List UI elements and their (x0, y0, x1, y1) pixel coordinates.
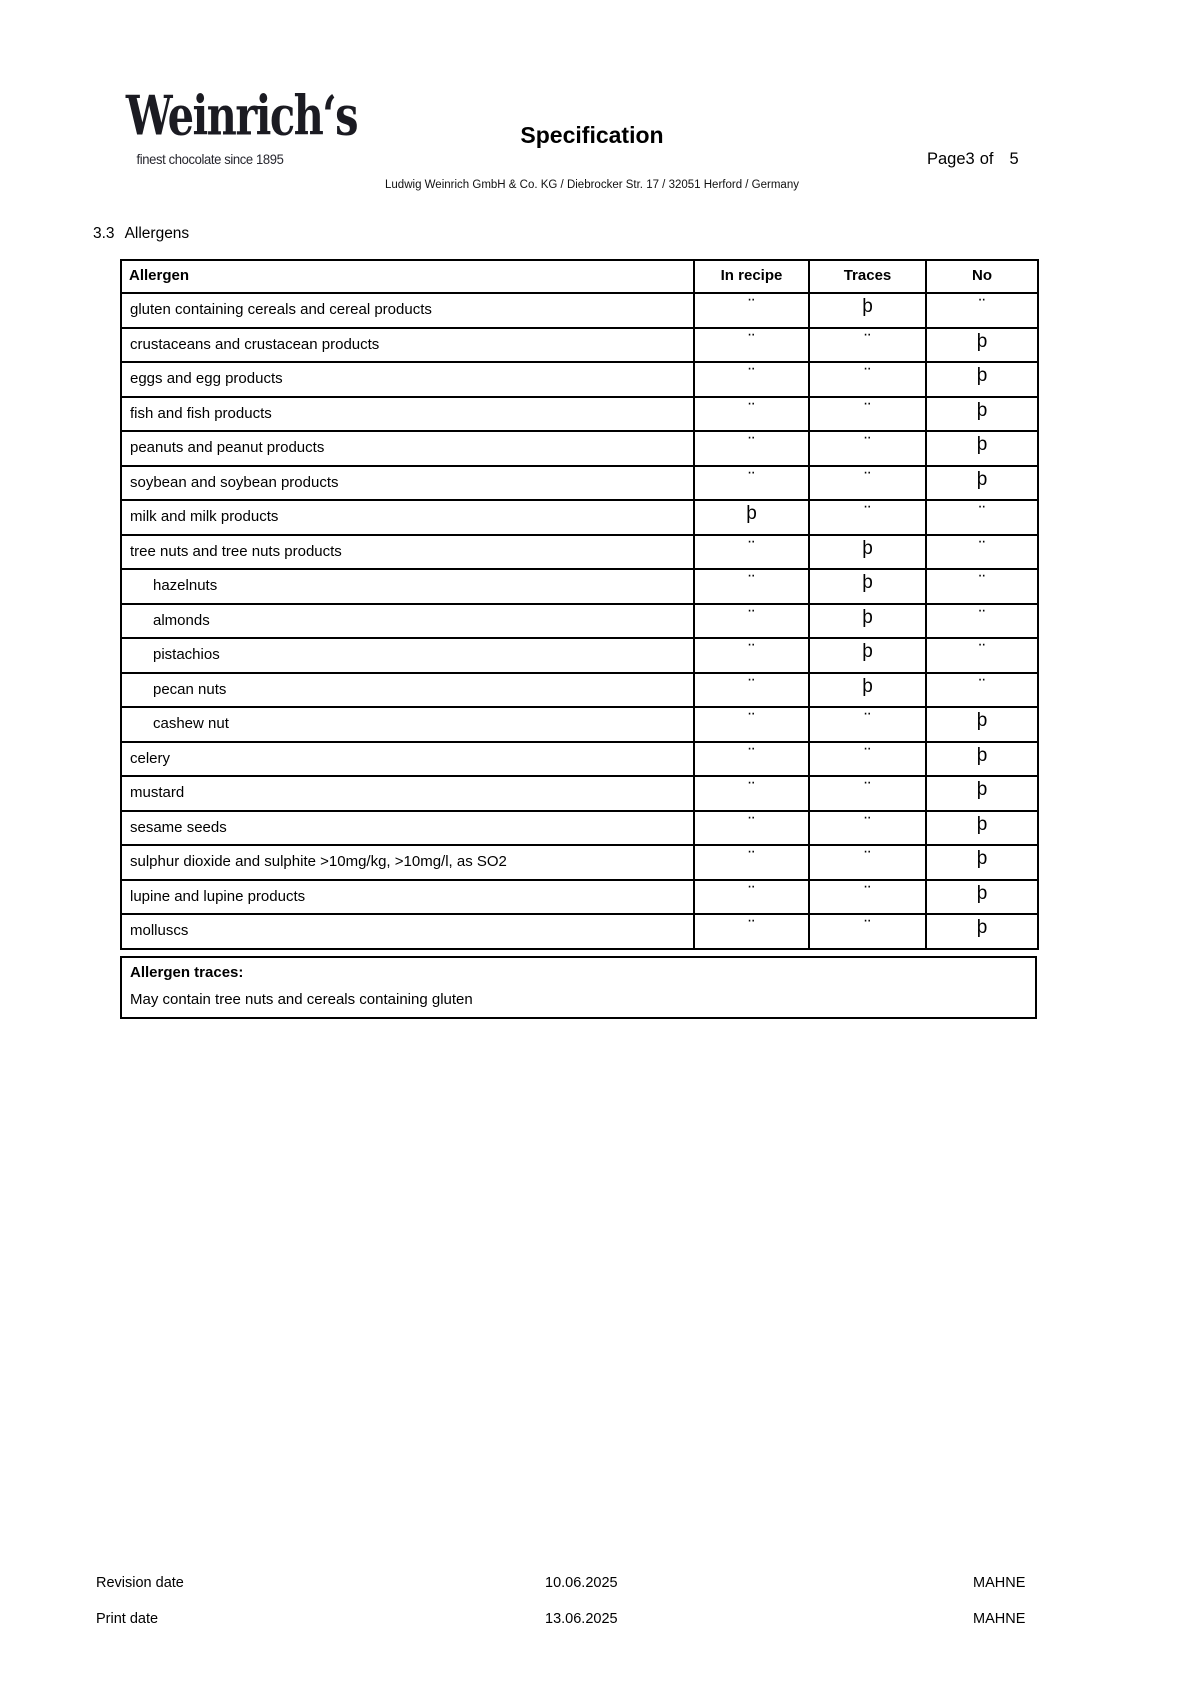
allergen-row (121, 569, 1038, 604)
traces-mark-cell (809, 431, 926, 466)
column-header-in-recipe: In recipe (694, 260, 809, 293)
unchecked-box-mark: ¨ (748, 330, 755, 352)
no-mark-cell (926, 362, 1038, 397)
checked-box-mark: þ (862, 572, 873, 593)
allergen-row (121, 707, 1038, 742)
checked-box-mark: þ (746, 503, 757, 524)
no-mark-cell (926, 604, 1038, 639)
print-date-row (0, 1611, 1190, 1629)
allergen-row (121, 362, 1038, 397)
traces-mark-cell (809, 535, 926, 570)
no-mark-cell (926, 569, 1038, 604)
in-recipe-mark-cell (694, 431, 809, 466)
in-recipe-mark-cell (694, 466, 809, 501)
unchecked-box-mark: ¨ (864, 848, 871, 869)
no-mark-cell (926, 500, 1038, 535)
traces-mark-cell (809, 569, 926, 604)
allergen-row (121, 328, 1038, 363)
traces-mark-cell (809, 811, 926, 846)
unchecked-box-mark: ¨ (978, 675, 986, 697)
revision-date-label: Revision date (96, 1575, 184, 1591)
unchecked-box-mark: ¨ (978, 606, 986, 628)
allergen-row (121, 673, 1038, 708)
unchecked-box-mark: ¨ (864, 917, 871, 938)
allergen-name-cell: peanuts and peanut products (121, 431, 694, 466)
unchecked-box-mark: ¨ (748, 468, 755, 490)
in-recipe-mark-cell (694, 293, 809, 328)
unchecked-box-mark: ¨ (864, 365, 871, 386)
column-header-no: No (926, 260, 1038, 293)
section-heading (93, 225, 189, 243)
unchecked-box-mark: ¨ (748, 882, 755, 904)
column-header-allergen: Allergen (121, 260, 694, 293)
unchecked-box-mark: ¨ (978, 503, 986, 524)
unchecked-box-mark: ¨ (864, 503, 871, 524)
no-mark-cell (926, 880, 1038, 915)
checked-box-mark: þ (976, 399, 988, 421)
traces-mark-cell (809, 328, 926, 363)
table-header-row (121, 260, 1038, 293)
no-mark-cell (926, 397, 1038, 432)
checked-box-mark: þ (976, 917, 988, 938)
print-date-label: Print date (96, 1611, 159, 1627)
allergen-name-cell: eggs and egg products (121, 362, 694, 397)
checked-box-mark: þ (976, 330, 988, 352)
checked-box-mark: þ (862, 606, 873, 628)
traces-mark-cell (809, 466, 926, 501)
unchecked-box-mark: ¨ (748, 399, 755, 421)
allergen-name-cell: sesame seeds (121, 811, 694, 846)
traces-mark-cell (809, 845, 926, 880)
allergen-row (121, 880, 1038, 915)
allergen-name-cell: gluten containing cereals and cereal products (121, 293, 694, 328)
unchecked-box-mark: ¨ (978, 296, 986, 317)
traces-mark-cell (809, 914, 926, 949)
allergen-name-cell: crustaceans and crustacean products (121, 328, 694, 363)
traces-mark-cell (809, 673, 926, 708)
checked-box-mark: þ (976, 434, 988, 455)
checked-box-mark: þ (862, 641, 873, 662)
allergen-row (121, 914, 1038, 949)
unchecked-box-mark: ¨ (748, 917, 755, 938)
unchecked-box-mark: ¨ (864, 744, 871, 766)
page-number: 3 (965, 150, 975, 168)
unchecked-box-mark: ¨ (748, 744, 755, 766)
allergen-name-cell: almonds (121, 604, 694, 639)
page-indicator (927, 150, 1019, 169)
no-mark-cell (926, 328, 1038, 363)
traces-mark-cell (809, 776, 926, 811)
allergen-row (121, 293, 1038, 328)
traces-mark-cell (809, 604, 926, 639)
traces-mark-cell (809, 707, 926, 742)
no-mark-cell (926, 707, 1038, 742)
traces-mark-cell (809, 638, 926, 673)
unchecked-box-mark: ¨ (978, 572, 986, 593)
no-mark-cell (926, 431, 1038, 466)
checked-box-mark: þ (976, 744, 988, 766)
unchecked-box-mark: ¨ (748, 296, 755, 317)
allergen-traces-title: Allergen traces: (130, 964, 244, 981)
revision-date-row (0, 1575, 1190, 1593)
allergen-name-cell: pistachios (121, 638, 694, 673)
allergen-table (120, 259, 1039, 950)
traces-mark-cell (809, 742, 926, 777)
page-label: Page (927, 150, 966, 168)
in-recipe-mark-cell (694, 776, 809, 811)
allergen-name-cell: milk and milk products (121, 500, 694, 535)
in-recipe-mark-cell (694, 638, 809, 673)
allergen-name-cell: mustard (121, 776, 694, 811)
in-recipe-mark-cell (694, 328, 809, 363)
in-recipe-mark-cell (694, 500, 809, 535)
in-recipe-mark-cell (694, 397, 809, 432)
in-recipe-mark-cell (694, 880, 809, 915)
document-title: Specification (520, 122, 664, 148)
unchecked-box-mark: ¨ (748, 848, 755, 869)
allergen-name-cell: tree nuts and tree nuts products (121, 535, 694, 570)
page-of-label: of (979, 150, 994, 168)
in-recipe-mark-cell (694, 845, 809, 880)
checked-box-mark: þ (976, 882, 988, 904)
checked-box-mark: þ (862, 537, 873, 559)
unchecked-box-mark: ¨ (864, 710, 871, 731)
unchecked-box-mark: ¨ (864, 813, 871, 835)
allergen-name-cell: fish and fish products (121, 397, 694, 432)
in-recipe-mark-cell (694, 535, 809, 570)
allergen-row (121, 845, 1038, 880)
allergen-table-header (121, 260, 1038, 293)
traces-mark-cell (809, 362, 926, 397)
no-mark-cell (926, 466, 1038, 501)
allergen-row (121, 776, 1038, 811)
unchecked-box-mark: ¨ (748, 365, 755, 386)
unchecked-box-mark: ¨ (864, 468, 871, 490)
allergen-traces-text: May contain tree nuts and cereals containing gluten (130, 991, 473, 1008)
allergen-name-cell: cashew nut (121, 707, 694, 742)
unchecked-box-mark: ¨ (864, 434, 871, 455)
logo-tagline: finest chocolate since 1895 (136, 151, 284, 167)
section-title: Allergens (124, 225, 190, 242)
checked-box-mark: þ (976, 710, 988, 731)
allergen-row (121, 397, 1038, 432)
checked-box-mark: þ (976, 813, 988, 835)
revision-date-value: 10.06.2025 (545, 1575, 618, 1591)
unchecked-box-mark: ¨ (864, 330, 871, 352)
no-mark-cell (926, 811, 1038, 846)
allergen-name-cell: hazelnuts (121, 569, 694, 604)
no-mark-cell (926, 845, 1038, 880)
allergen-row (121, 742, 1038, 777)
unchecked-box-mark: ¨ (748, 675, 755, 697)
no-mark-cell (926, 535, 1038, 570)
allergen-row (121, 431, 1038, 466)
unchecked-box-mark: ¨ (748, 813, 755, 835)
unchecked-box-mark: ¨ (978, 641, 986, 662)
allergen-row (121, 535, 1038, 570)
allergen-row (121, 500, 1038, 535)
page-total: 5 (1009, 150, 1019, 168)
no-mark-cell (926, 673, 1038, 708)
unchecked-box-mark: ¨ (864, 399, 871, 421)
print-date-value: 13.06.2025 (545, 1611, 618, 1627)
allergen-row (121, 466, 1038, 501)
traces-mark-cell (809, 397, 926, 432)
unchecked-box-mark: ¨ (748, 606, 755, 628)
section-number: 3.3 (93, 225, 115, 242)
unchecked-box-mark: ¨ (978, 537, 986, 559)
company-logo (97, 84, 357, 167)
checked-box-mark: þ (976, 779, 988, 800)
column-header-traces: Traces (809, 260, 926, 293)
print-author: MAHNE (973, 1611, 1026, 1627)
traces-mark-cell (809, 500, 926, 535)
no-mark-cell (926, 914, 1038, 949)
revision-author: MAHNE (973, 1575, 1026, 1591)
unchecked-box-mark: ¨ (748, 641, 755, 662)
allergen-table-body (121, 293, 1038, 949)
in-recipe-mark-cell (694, 604, 809, 639)
traces-mark-cell (809, 293, 926, 328)
unchecked-box-mark: ¨ (748, 537, 755, 559)
in-recipe-mark-cell (694, 811, 809, 846)
checked-box-mark: þ (976, 365, 988, 386)
checked-box-mark: þ (862, 675, 873, 697)
unchecked-box-mark: ¨ (748, 710, 755, 731)
checked-box-mark: þ (976, 468, 988, 490)
no-mark-cell (926, 742, 1038, 777)
allergen-name-cell: pecan nuts (121, 673, 694, 708)
in-recipe-mark-cell (694, 569, 809, 604)
in-recipe-mark-cell (694, 362, 809, 397)
in-recipe-mark-cell (694, 673, 809, 708)
unchecked-box-mark: ¨ (864, 779, 871, 800)
allergen-row (121, 638, 1038, 673)
allergen-name-cell: celery (121, 742, 694, 777)
no-mark-cell (926, 293, 1038, 328)
checked-box-mark: þ (976, 848, 988, 869)
in-recipe-mark-cell (694, 707, 809, 742)
allergen-row (121, 604, 1038, 639)
allergen-row (121, 811, 1038, 846)
unchecked-box-mark: ¨ (748, 434, 755, 455)
in-recipe-mark-cell (694, 742, 809, 777)
no-mark-cell (926, 638, 1038, 673)
allergen-name-cell: molluscs (121, 914, 694, 949)
unchecked-box-mark: ¨ (748, 572, 755, 593)
in-recipe-mark-cell (694, 914, 809, 949)
traces-mark-cell (809, 880, 926, 915)
allergen-name-cell: lupine and lupine products (121, 880, 694, 915)
unchecked-box-mark: ¨ (748, 779, 755, 800)
allergen-name-cell: sulphur dioxide and sulphite >10mg/kg, >10mg/l, as SO2 (121, 845, 694, 880)
logo-wordmark: Weinrich‘s (125, 84, 357, 149)
no-mark-cell (926, 776, 1038, 811)
allergen-traces-box (120, 956, 1037, 1019)
checked-box-mark: þ (862, 296, 873, 317)
company-address-line: Ludwig Weinrich GmbH & Co. KG / Diebrocker Str. 17 / 32051 Herford / Germany (385, 179, 799, 191)
allergen-name-cell: soybean and soybean products (121, 466, 694, 501)
unchecked-box-mark: ¨ (864, 882, 871, 904)
